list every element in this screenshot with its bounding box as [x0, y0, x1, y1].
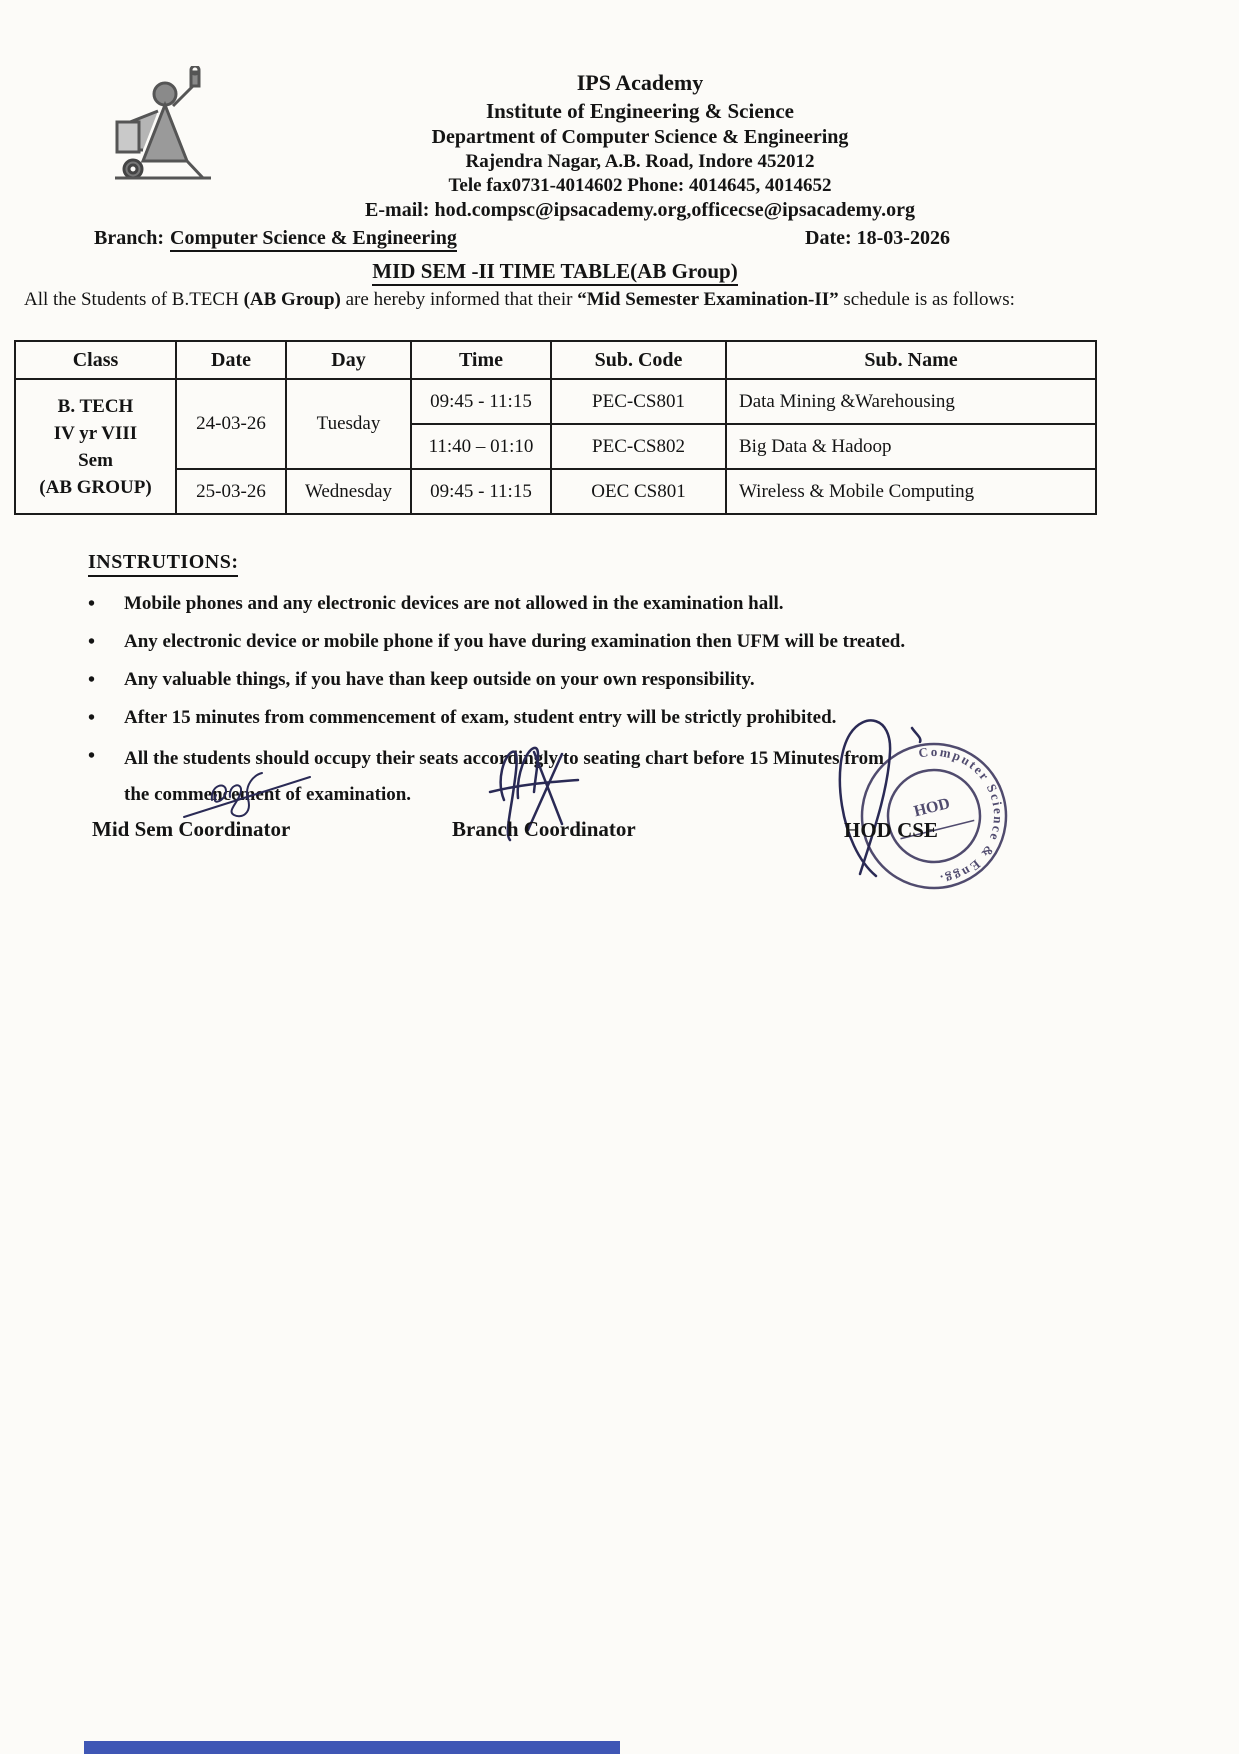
academy-logo	[103, 66, 223, 196]
time-cell: 11:40 – 01:10	[411, 424, 551, 469]
date-line: Date: 18-03-2026	[805, 227, 950, 249]
address-line: Rajendra Nagar, A.B. Road, Indore 452012	[465, 151, 815, 172]
sub-name-cell: Data Mining &Warehousing	[726, 379, 1096, 424]
intro-paragraph	[24, 286, 1016, 313]
intro-part5: schedule is as follows:	[838, 289, 1015, 310]
phone-line: Tele fax0731-4014602 Phone: 4014645, 4014652	[448, 175, 832, 196]
list-item: • Mobile phones and any electronic devices are not allowed in the examination hall.	[88, 589, 1018, 619]
list-item: • Any electronic device or mobile phone if you have during examination then UFM will be treated.	[88, 627, 1018, 657]
signatory-title: HOD CSE	[844, 818, 938, 842]
intro-part1: All the Students of B.TECH	[24, 289, 244, 310]
bullet-icon: •	[88, 745, 96, 767]
class-cell: B. TECH IV yr VIII Sem (AB GROUP)	[15, 379, 176, 514]
sub-code-cell: OEC CS801	[551, 469, 726, 514]
bullet-icon: •	[88, 669, 96, 691]
intro-part3: are hereby informed that their	[340, 289, 578, 310]
branch-label: Branch:	[94, 227, 164, 249]
exam-timetable	[14, 340, 1097, 515]
institution-name: IPS Academy	[576, 70, 704, 95]
bullet-icon: •	[88, 631, 96, 653]
time-cell: 09:45 - 11:15	[411, 469, 551, 514]
col-header-sub-name: Sub. Name	[726, 341, 1096, 379]
stamp-ring-text: Computer Science & Engg.	[917, 743, 1007, 888]
bullet-icon: •	[88, 593, 96, 615]
intro-exam-emphasis: “Mid Semester Examination-II”	[577, 289, 839, 310]
email-line: E-mail: hod.compsc@ipsacademy.org,officecse@ipsacademy.org	[365, 199, 915, 221]
stamp-center-text: HOD	[912, 795, 952, 821]
sub-code-cell: PEC-CS801	[551, 379, 726, 424]
table-row	[15, 379, 1096, 424]
branch-value: Computer Science & Engineering	[170, 227, 457, 252]
intro-group-emphasis: (AB Group)	[243, 289, 341, 310]
bullet-icon: •	[88, 707, 96, 729]
letterhead	[255, 70, 1025, 222]
col-header-date: Date	[176, 341, 286, 379]
table-header-row	[15, 341, 1096, 379]
col-header-class: Class	[15, 341, 176, 379]
signatory-title: Branch Coordinator	[452, 817, 636, 841]
table-row	[15, 469, 1096, 514]
col-header-time: Time	[411, 341, 551, 379]
signature-block-hod	[798, 698, 1078, 898]
list-item: • All the students should occupy their seats accordingly to seating chart before 15 Minutes from the commencement of examination.	[88, 741, 1018, 813]
col-header-day: Day	[286, 341, 411, 379]
col-header-sub-code: Sub. Code	[551, 341, 726, 379]
list-item: • After 15 minutes from commencement of exam, student entry will be strictly prohibited.	[88, 703, 1018, 733]
time-cell: 09:45 - 11:15	[411, 379, 551, 424]
day-cell: Wednesday	[286, 469, 411, 514]
branch-line	[94, 227, 457, 250]
scan-edge-artifact	[84, 1741, 620, 1754]
list-item: • Any valuable things, if you have than keep outside on your own responsibility.	[88, 665, 1018, 695]
document-title: MID SEM -II TIME TABLE(AB Group)	[0, 259, 1110, 284]
handwritten-signature	[182, 755, 332, 825]
sub-name-cell: Big Data & Hadoop	[726, 424, 1096, 469]
signatory-title: Mid Sem Coordinator	[92, 817, 291, 841]
institute-line: Institute of Engineering & Science	[486, 99, 794, 123]
instructions-heading: INSTRUTIONS:	[88, 551, 238, 577]
department-line: Department of Computer Science & Engineering	[431, 126, 849, 148]
day-cell: Tuesday	[286, 379, 411, 469]
sub-name-cell: Wireless & Mobile Computing	[726, 469, 1096, 514]
date-cell: 24-03-26	[176, 379, 286, 469]
date-cell: 25-03-26	[176, 469, 286, 514]
sub-code-cell: PEC-CS802	[551, 424, 726, 469]
meta-row	[0, 227, 1239, 255]
